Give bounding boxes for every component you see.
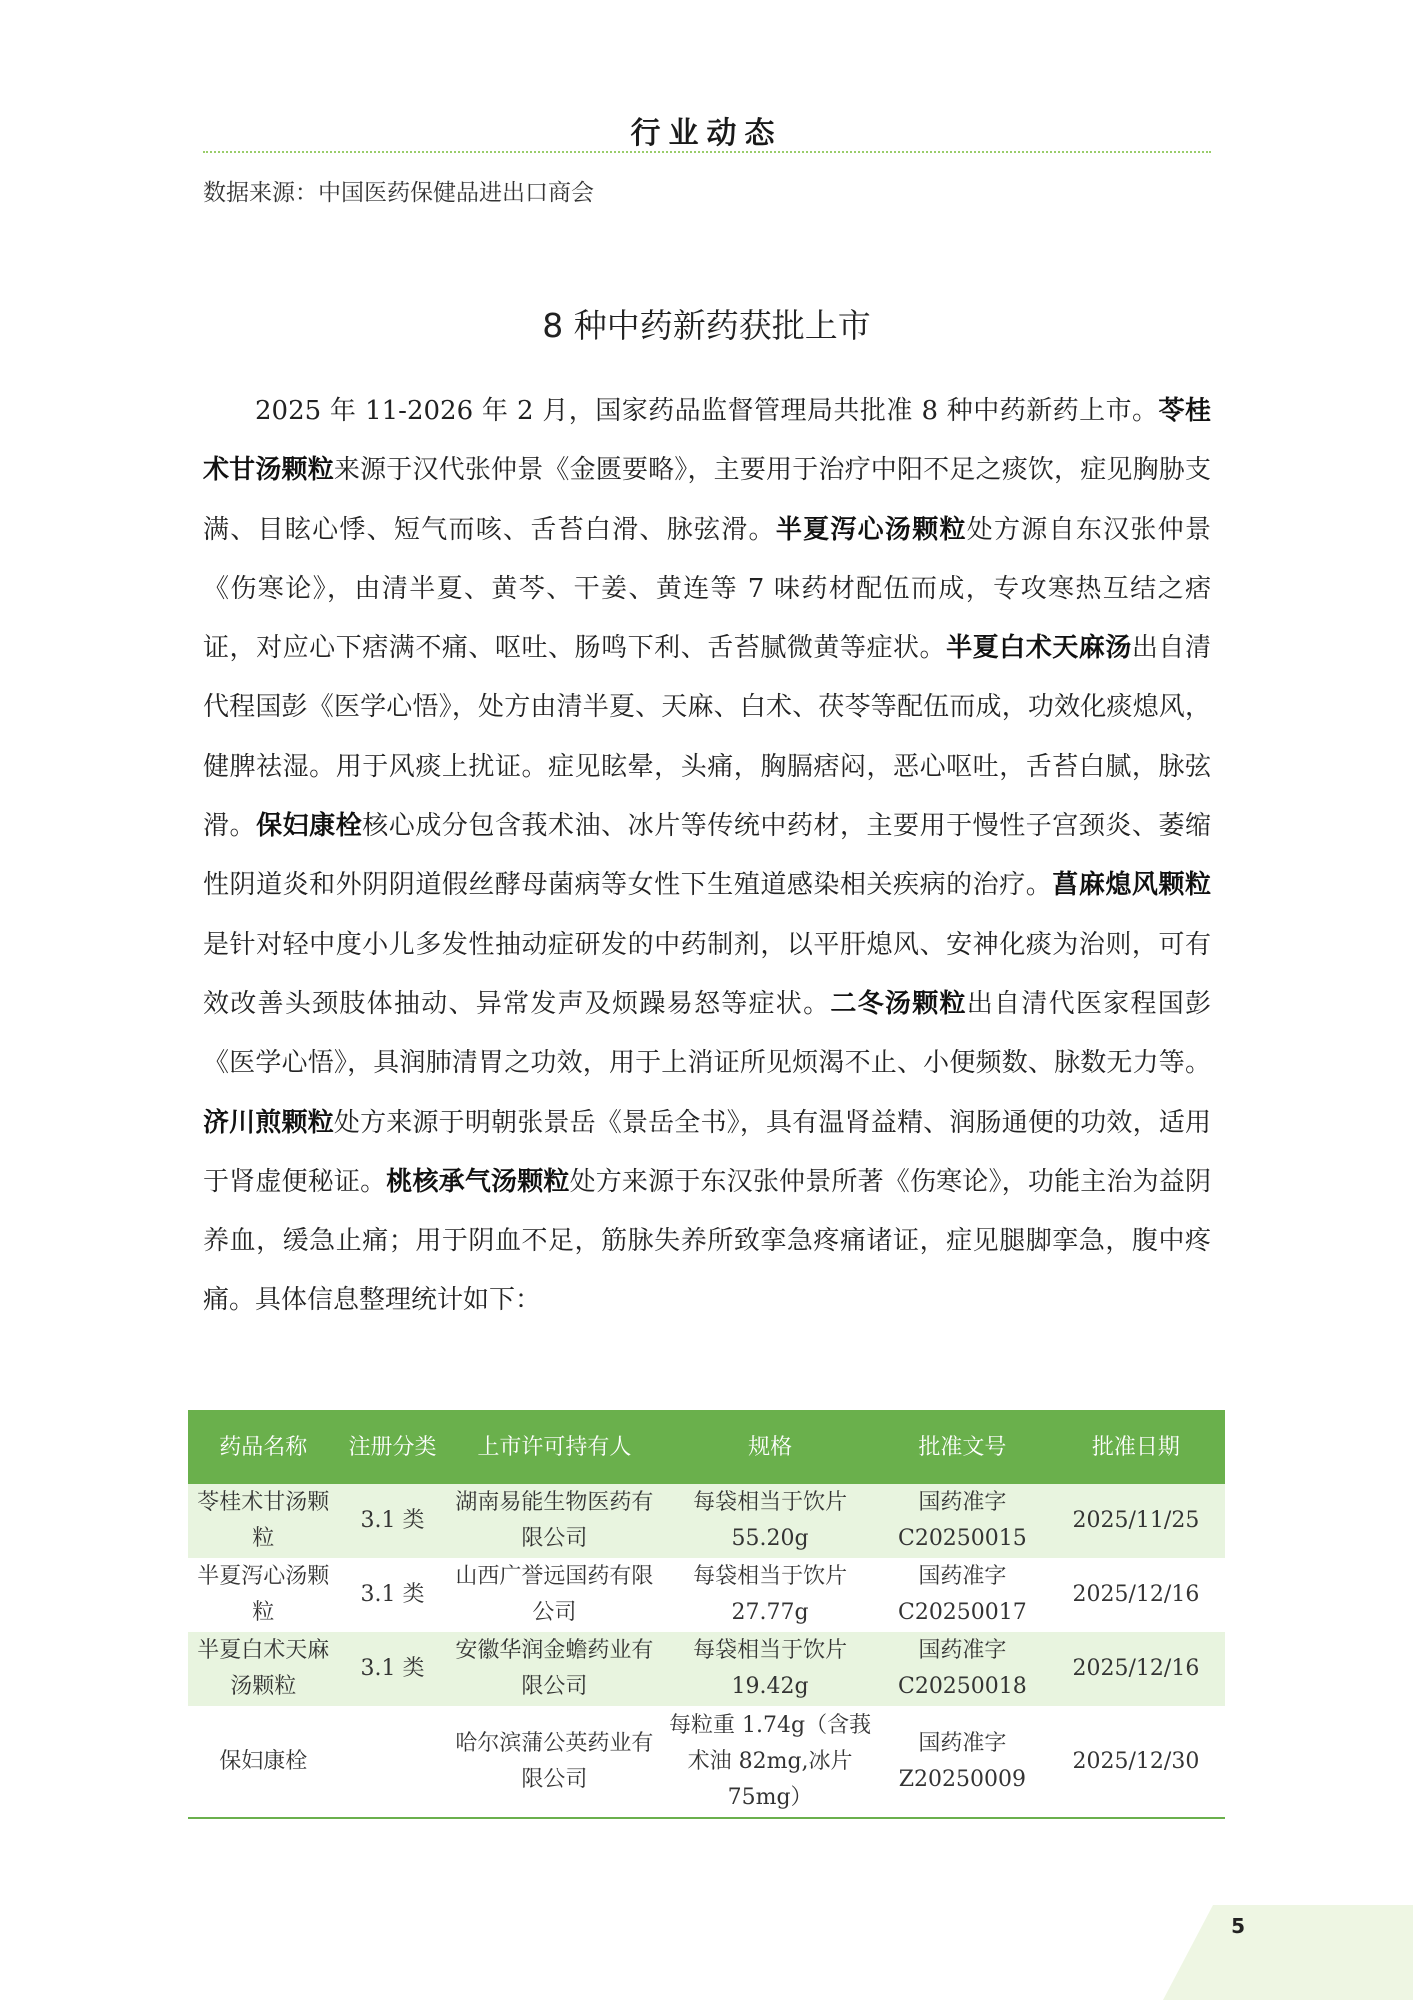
table-row [188, 1706, 1225, 1818]
cell-drug-name: 半夏白术天麻汤颗粒 [197, 1638, 330, 1699]
col-header-drug-name: 药品名称 [188, 1410, 339, 1484]
col-header-approval-number: 批准文号 [878, 1410, 1047, 1484]
body-text-run: 2025 年 11-2026 年 2 月，国家药品监督管理局共批准 8 种中药新药上市。 [255, 396, 1159, 426]
table-row [188, 1632, 1225, 1706]
body-text-run: 出自清代程国彭《医学心悟》，处方由清半夏、天麻、白术、茯苓等配伍而成，功效化痰熄风，健脾祛湿。用于风痰上扰证。症见眩晕，头痛，胸膈痞闷，恶心呕吐，舌苔白腻，脉弦滑。 [203, 633, 1211, 842]
data-source-note: 数据来源：中国医药保健品进出口商会 [203, 180, 594, 206]
drug-name-highlight: 桃核承气汤颗粒 [386, 1166, 570, 1197]
col-header-specification: 规格 [662, 1410, 878, 1484]
cell-specification: 每袋相当于饮片 19.42g [693, 1638, 848, 1699]
cell-approval-number: 国药准字 C20250017 [897, 1564, 1027, 1625]
cell-approval-number: 国药准字 C20250015 [897, 1490, 1027, 1551]
cell-approval-date: 2025/12/30 [1072, 1748, 1200, 1774]
table-row [188, 1484, 1225, 1558]
page-corner-decoration [1163, 1905, 1413, 2000]
cell-license-holder: 哈尔滨蒲公英药业有限公司 [455, 1730, 654, 1792]
drug-name-highlight: 保妇康栓 [256, 811, 363, 842]
header-divider [203, 151, 1211, 153]
cell-specification: 每袋相当于饮片 27.77g [693, 1564, 848, 1625]
drug-name-highlight: 二冬汤颗粒 [830, 988, 967, 1019]
drug-name-highlight: 半夏泻心汤颗粒 [775, 514, 967, 545]
cell-drug-name: 保妇康栓 [219, 1748, 308, 1774]
drug-approval-table [188, 1410, 1225, 1819]
body-text-run: 出自清代医家程国彭《医学心悟》，具润肺清胃之功效，用于上消证所见烦渴不止、小便频数、脉数无力等。 [203, 988, 1211, 1079]
body-text-run: 是针对轻中度小儿多发性抽动症研发的中药制剂，以平肝熄风、安神化痰为治则，可有效改善头颈肢体抽动、异常发声及烦躁易怒等症状。 [203, 929, 1211, 1019]
body-text-run: 来源于汉代张仲景《金匮要略》，主要用于治疗中阳不足之痰饮，症见胸胁支满、目眩心悸、短气而咳、舌苔白滑、脉弦滑。 [203, 455, 1211, 545]
page-number: 5 [1231, 1914, 1245, 1938]
cell-approval-number: 国药准字 Z20250009 [898, 1730, 1027, 1792]
drug-name-highlight: 济川煎颗粒 [203, 1107, 334, 1138]
cell-drug-name: 半夏泻心汤颗粒 [197, 1564, 330, 1625]
cell-approval-date: 2025/12/16 [1072, 1582, 1200, 1607]
body-text-run: 处方源自东汉张仲景《伤寒论》，由清半夏、黄芩、干姜、黄连等 7 味药材配伍而成，专攻寒热互结之痞证，对应心下痞满不痛、呕吐、肠鸣下利、舌苔腻微黄等症状。 [203, 514, 1211, 664]
cell-license-holder: 湖南易能生物医药有限公司 [455, 1490, 654, 1551]
cell-drug-name: 苓桂术甘汤颗粒 [197, 1490, 330, 1551]
cell-registration-class: 3.1 类 [360, 1508, 425, 1533]
cell-registration-class: 3.1 类 [360, 1656, 425, 1681]
col-header-registration-class: 注册分类 [339, 1410, 447, 1484]
col-header-license-holder: 上市许可持有人 [446, 1410, 662, 1484]
article-title: 8 种中药新药获批上市 [542, 306, 871, 345]
drug-name-highlight: 半夏白术天麻汤 [946, 633, 1132, 664]
cell-approval-date: 2025/11/25 [1072, 1508, 1200, 1533]
cell-registration-class [339, 1706, 447, 1818]
table-header-row [188, 1410, 1225, 1484]
cell-specification: 每粒重 1.74g（含莪术油 82mg,冰片 75mg） [669, 1712, 872, 1810]
cell-specification: 每袋相当于饮片 55.20g [693, 1490, 848, 1551]
cell-license-holder: 山西广誉远国药有限公司 [455, 1564, 654, 1625]
body-text-run: 处方来源于明朝张景岳《景岳全书》，具有温肾益精、润肠通便的功效，适用于肾虚便秘证。 [203, 1107, 1211, 1197]
cell-approval-number: 国药准字 C20250018 [897, 1638, 1027, 1699]
article-body [203, 382, 1211, 1331]
col-header-approval-date: 批准日期 [1047, 1410, 1225, 1484]
drug-name-highlight: 苓桂术甘汤颗粒 [203, 396, 1211, 486]
drug-name-highlight: 菖麻熄风颗粒 [1052, 870, 1211, 901]
table-row [188, 1558, 1225, 1632]
section-header-title: 行业动态 [630, 116, 783, 151]
cell-registration-class: 3.1 类 [360, 1582, 425, 1607]
body-text-run: 处方来源于东汉张仲景所著《伤寒论》，功能主治为益阴养血，缓急止痛；用于阴血不足，筋脉失养所致挛急疼痛诸证，症见腿脚挛急，腹中疼痛。具体信息整理统计如下： [203, 1166, 1211, 1316]
body-text-run: 核心成分包含莪术油、冰片等传统中药材，主要用于慢性子宫颈炎、萎缩性阴道炎和外阴阴道假丝酵母菌病等女性下生殖道感染相关疾病的治疗。 [203, 811, 1211, 901]
cell-license-holder: 安徽华润金蟾药业有限公司 [455, 1638, 654, 1699]
cell-approval-date: 2025/12/16 [1072, 1656, 1200, 1681]
